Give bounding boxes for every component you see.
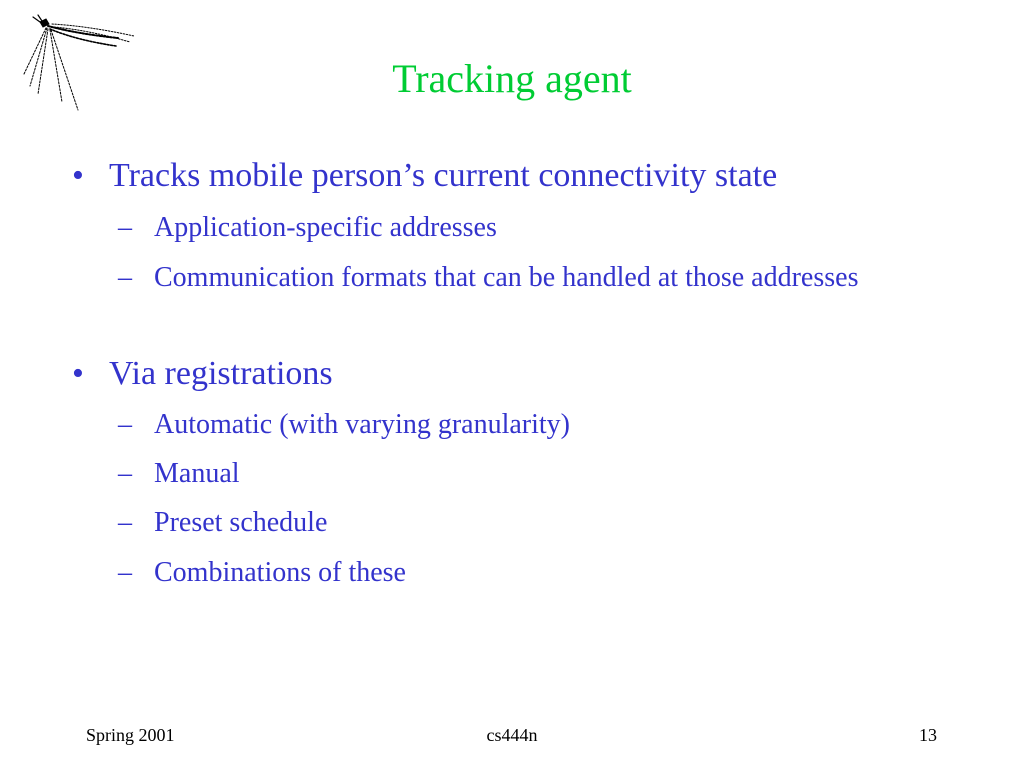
slide-title: Tracking agent bbox=[392, 56, 632, 101]
sub-bullet-text: Preset schedule bbox=[154, 507, 328, 538]
sub-bullet-marker: – bbox=[118, 557, 132, 588]
slide-number: 13 bbox=[919, 725, 937, 745]
bullet-text: Tracks mobile person’s current connectivity state bbox=[109, 157, 778, 194]
sub-bullet-marker: – bbox=[118, 262, 132, 293]
sub-bullet-marker: – bbox=[118, 458, 132, 489]
sub-bullet-marker: – bbox=[118, 409, 132, 440]
bullet-text: Via registrations bbox=[109, 355, 333, 392]
sub-bullet-text: Combinations of these bbox=[154, 557, 406, 588]
sub-bullet-text: Manual bbox=[154, 458, 240, 489]
bullet-marker: • bbox=[72, 157, 84, 194]
sub-bullet-text: Communication formats that can be handled at those addresses bbox=[154, 262, 859, 293]
sub-bullet-marker: – bbox=[118, 212, 132, 243]
sub-bullet-text: Automatic (with varying granularity) bbox=[154, 409, 570, 440]
sub-bullet-text: Application-specific addresses bbox=[154, 212, 497, 243]
footer-left-text: Spring 2001 bbox=[86, 725, 175, 745]
bullet-marker: • bbox=[72, 355, 84, 392]
footer-center-text: cs444n bbox=[486, 725, 538, 745]
sub-bullet-marker: – bbox=[118, 507, 132, 538]
